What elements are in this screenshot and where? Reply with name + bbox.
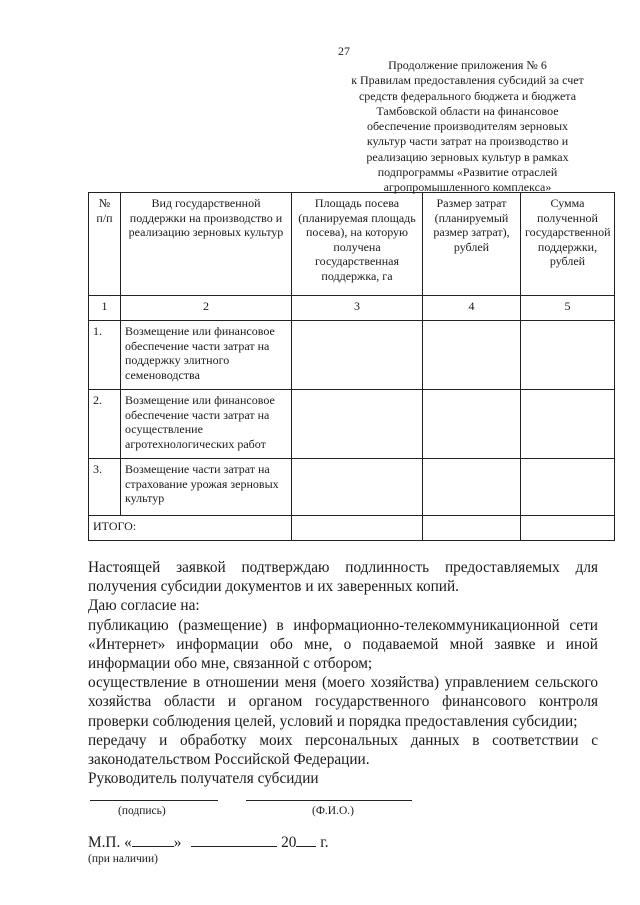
appendix-line: Тамбовской области на финансовое [376, 103, 559, 118]
total-costs-cell [423, 516, 521, 541]
open-quote: « [124, 834, 132, 851]
year-blank [296, 833, 316, 847]
support-table [88, 192, 615, 541]
consent-publication: публикацию (размещение) в информационно-телекоммуникационной сети «Интернет» информации обо мне, о подаваемой мной заявке и иной информации обо мне, связанной с отбором; [88, 616, 598, 673]
full-name-caption: (Ф.И.О.) [312, 805, 354, 817]
column-number: 2 [121, 296, 292, 321]
row-amount-cell [521, 390, 615, 459]
total-amount-cell [521, 516, 615, 541]
appendix-line: Продолжение приложения № 6 [388, 58, 547, 72]
consent-heading: Даю согласие на: [88, 597, 200, 615]
row-costs-cell [423, 321, 521, 390]
table-row [89, 459, 615, 516]
column-number: 4 [423, 296, 521, 321]
signature-caption: (подпись) [118, 805, 166, 817]
appendix-line: средств федерального бюджета и бюджета [358, 88, 577, 103]
stamp-label: М.П. [88, 834, 121, 851]
total-area-cell [292, 516, 423, 541]
row-area-cell [292, 459, 423, 516]
appendix-line: реализацию зерновых культур в рамках [366, 149, 569, 164]
header-cell-costs: Размер затрат (планируемый размер затрат), рублей [423, 193, 521, 296]
confirmation-paragraph: Настоящей заявкой подтверждаю подлинность предоставляемых для получения субсидии документов и их заверенных копий. [88, 559, 598, 596]
table-row [89, 390, 615, 459]
appendix-line: агропромышленного комплекса» [383, 180, 552, 195]
month-blank [191, 833, 277, 847]
header-cell-amount: Сумма полученной государственной поддержки, рублей [521, 193, 615, 296]
row-costs-cell [423, 390, 521, 459]
column-number: 3 [292, 296, 423, 321]
row-number: 1. [89, 321, 121, 390]
consent-personal-data: передачу и обработку моих персональных данных в соответствии с законодательством Российской Федерации. [88, 731, 598, 769]
row-support-type: Возмещение части затрат на страхование урожая зерновых культур [121, 459, 292, 516]
header-cell-area: Площадь посева (планируемая площадь посева), на которую получена государственная поддержка, га [292, 193, 423, 296]
table-row [89, 321, 615, 390]
page-number: 27 [338, 44, 350, 58]
declaration-text [88, 558, 598, 769]
appendix-line: подпрограммы «Развитие отраслей [377, 165, 558, 180]
table-header-row [89, 193, 615, 296]
day-blank [132, 833, 174, 847]
consent-inspection: осуществление в отношении меня (моего хозяйства) управлением сельского хозяйства области и органом государственного финансового контроля проверки соблюдения целей, условий и порядка предоставления субсидии; [88, 674, 598, 730]
row-amount-cell [521, 321, 615, 390]
signature-line [90, 800, 218, 801]
row-number: 2. [89, 390, 121, 459]
row-area-cell [292, 321, 423, 390]
row-support-type: Возмещение или финансовое обеспечение части затрат на поддержку элитного семеноводства [121, 321, 292, 390]
total-label: ИТОГО: [89, 516, 292, 541]
column-number: 5 [521, 296, 615, 321]
appendix-line: культур части затрат на производство и [366, 134, 569, 149]
row-costs-cell [423, 459, 521, 516]
appendix-line: обеспечение производителям зерновых [366, 119, 569, 134]
column-number-row [89, 296, 615, 321]
header-cell-support-type: Вид государственной поддержки на производство и реализацию зерновых культур [121, 193, 292, 296]
row-area-cell [292, 390, 423, 459]
full-name-line [246, 800, 412, 801]
signatory-title: Руководитель получателя субсидии [88, 770, 319, 787]
row-number: 3. [89, 459, 121, 516]
appendix-line: к Правилам предоставления субсидий за счет [351, 73, 584, 88]
year-suffix: г. [320, 834, 329, 851]
stamp-date-line [88, 833, 329, 852]
header-cell-number: № п/п [89, 193, 121, 296]
total-row [89, 516, 615, 541]
year-prefix: 20 [281, 834, 297, 851]
row-amount-cell [521, 459, 615, 516]
column-number: 1 [89, 296, 121, 321]
stamp-note: (при наличии) [88, 853, 158, 865]
row-support-type: Возмещение или финансовое обеспечение части затрат на осуществление агротехнологических работ [121, 390, 292, 459]
close-quote: » [173, 834, 182, 851]
appendix-header [330, 58, 605, 196]
